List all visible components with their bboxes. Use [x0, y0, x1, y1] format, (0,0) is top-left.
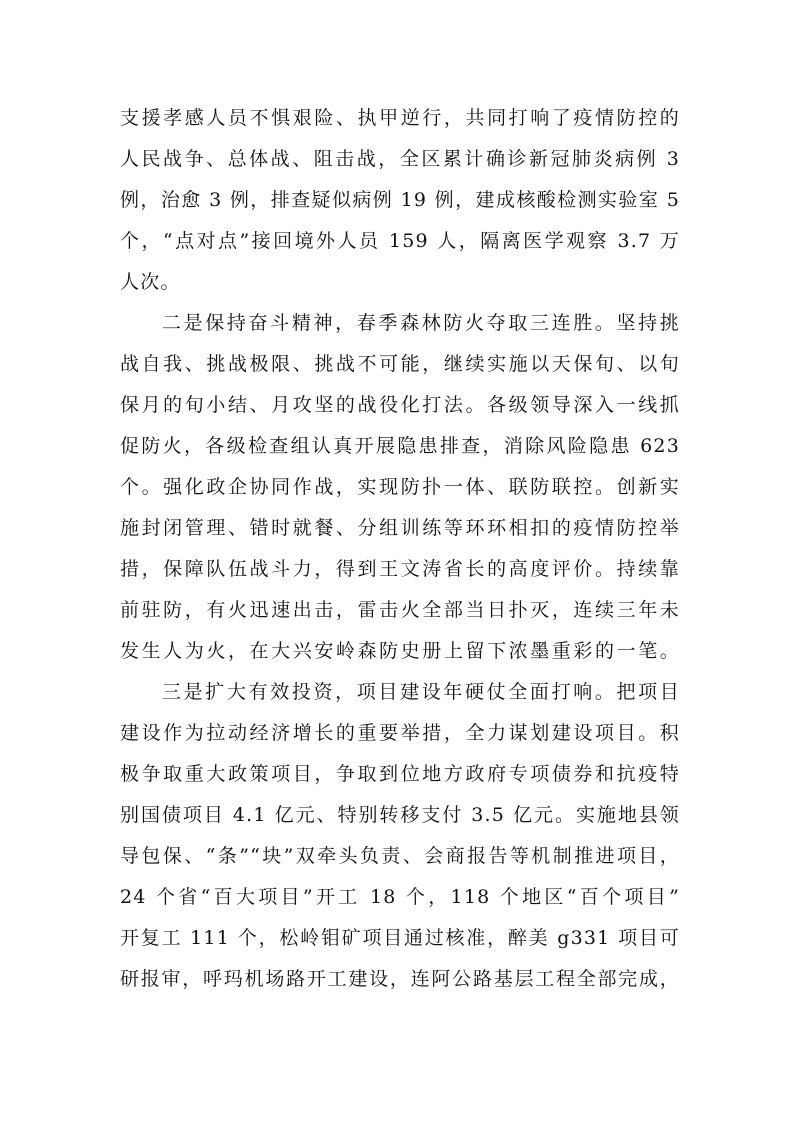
- paragraph-3-line-3: 极争取重大政策项目，争取到位地方政府专项债券和抗疫特: [120, 763, 680, 785]
- paragraph-1-line-1: 支援孝感人员不惧艰险、执甲逆行，共同打响了疫情防控的: [120, 107, 680, 129]
- paragraph-3-line-4: 别国债项目 4.1 亿元、特别转移支付 3.5 亿元。实施地县领: [120, 804, 680, 826]
- paragraph-1-line-5: 人次。: [120, 271, 181, 293]
- paragraph-3-line-6: 24 个省“百大项目”开工 18 个，118 个地区“百个项目”: [120, 886, 680, 908]
- paragraph-3-line-2: 建设作为拉动经济增长的重要举措，全力谋划建设项目。积: [120, 722, 680, 744]
- paragraph-1-line-3: 例，治愈 3 例，排查疑似病例 19 例，建成核酸检测实验室 5: [120, 189, 680, 211]
- paragraph-1-line-2: 人民战争、总体战、阻击战，全区累计确诊新冠肺炎病例 3: [120, 148, 680, 170]
- paragraph-2-line-3: 保月的旬小结、月攻坚的战役化打法。各级领导深入一线抓: [120, 394, 680, 416]
- paragraph-3-line-7: 开复工 111 个，松岭钼矿项目通过核准，醉美 g331 项目可: [120, 927, 680, 949]
- paragraph-2-line-7: 措，保障队伍战斗力，得到王文涛省长的高度评价。持续靠: [120, 558, 680, 580]
- paragraph-2-line-4: 促防火，各级检查组认真开展隐患排查，消除风险隐患 623: [120, 435, 680, 457]
- paragraph-1-line-4: 个，“点对点”接回境外人员 159 人，隔离医学观察 3.7 万: [120, 230, 680, 252]
- paragraph-2-line-8: 前驻防，有火迅速出击，雷击火全部当日扑灭，连续三年未: [120, 599, 680, 621]
- paragraph-2-line-2: 战自我、挑战极限、挑战不可能，继续实施以天保旬、以旬: [120, 353, 680, 375]
- paragraph-2-line-9: 发生人为火，在大兴安岭森防史册上留下浓墨重彩的一笔。: [120, 640, 680, 662]
- paragraph-3-line-1: 三是扩大有效投资，项目建设年硬仗全面打响。把项目: [162, 681, 680, 703]
- paragraph-3-line-8: 研报审，呼玛机场路开工建设，连阿公路基层工程全部完成，: [120, 968, 680, 990]
- paragraph-2-line-1: 二是保持奋斗精神，春季森林防火夺取三连胜。坚持挑: [162, 312, 680, 334]
- paragraph-2-line-5: 个。强化政企协同作战，实现防扑一体、联防联控。创新实: [120, 476, 680, 498]
- paragraph-2-line-6: 施封闭管理、错时就餐、分组训练等环环相扣的疫情防控举: [120, 517, 680, 539]
- paragraph-3-line-5: 导包保、“条”“块”双牵头负责、会商报告等机制推进项目，: [120, 845, 680, 867]
